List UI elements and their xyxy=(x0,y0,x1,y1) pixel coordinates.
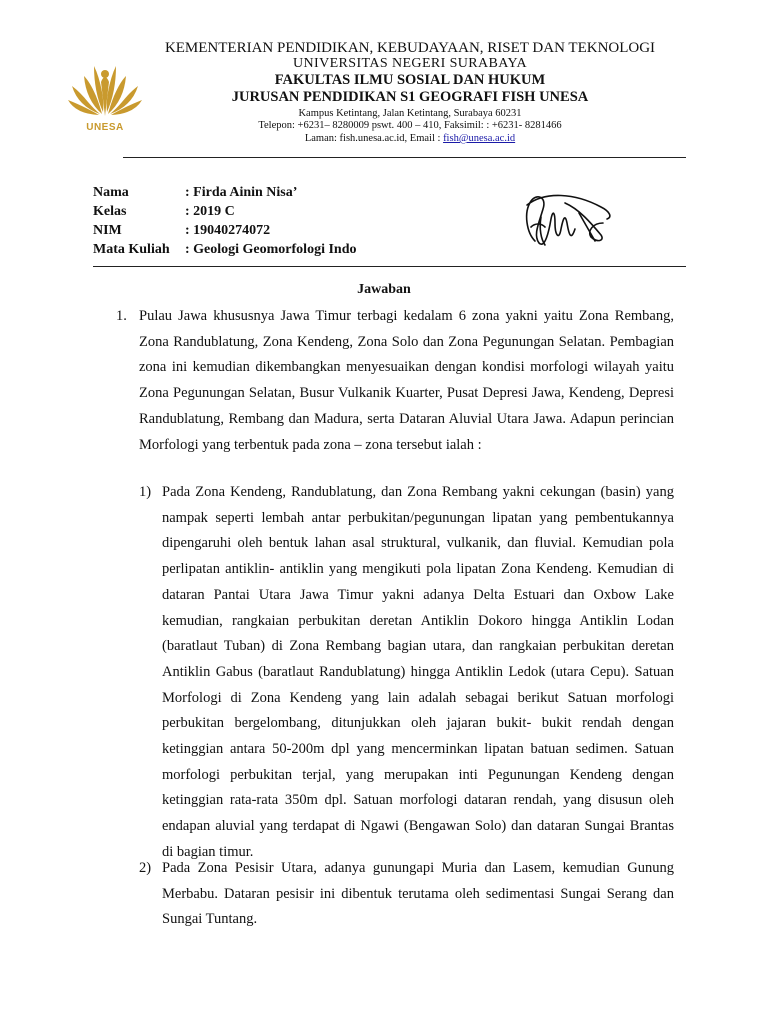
list-item-number: 1) xyxy=(139,484,152,500)
ministry-name: KEMENTERIAN PENDIDIKAN, KEBUDAYAAN, RISET DAN TEKNOLOGI xyxy=(164,40,656,56)
identity-label: Nama xyxy=(93,185,129,200)
identity-block xyxy=(93,183,357,259)
identity-divider xyxy=(93,266,686,267)
identity-row-course xyxy=(93,240,357,259)
question-paragraph: Pulau Jawa khususnya Jawa Timur terbagi kedalam 6 zona yakni yaitu Zona Rembang, Zona Randublatung, Zona Kendeng, Zona Solo dan Zona Pegunungan Selatan. Pembagian zona ini kemudian dikembangkan menyesuaikan dengan kondisi morfologi wilayah yaitu Zona Pegunungan Selatan, Busur Vulkanik Kuarter, Pusat Depresi Jawa, Kendeng, Depresi Randublatung, Rembang dan Madura, serta Dataran Aluvial Utara Jawa. Adapun perincian Morfologi yang terbentuk pada zona – zona tersebut ialah : xyxy=(139,308,674,453)
identity-value: : Geologi Geomorfologi Indo xyxy=(185,242,357,257)
list-item-text: Pada Zona Kendeng, Randublatung, dan Zona Rembang yakni cekungan (basin) yang nampak seperti lembah antar perbukitan/pegunungan lipatan yang pembentukannya dipengaruhi oleh bentuk lahan asal struktural, vulkanik, dan fluvial. Kemudian pola perlipatan antiklin- antiklin yang mengikuti pola lipatan Zona Kendeng. Kemudian di dataran Pantai Utara Jawa Timur yakni adanya Delta Estuari dan Oxbow Lake kemudian, rangkaian perbukitan deretan Antiklin Dokoro hingga Antiklin Lodan (baratlaut Tuban) di Zona Rembang bagian utara, dan rangkaian perbukitan deretan Antiklin Gabus (baratlaut Randublatung) hingga Antiklin Ledok (utara Cepu). Satuan Morfologi di Zona Kendeng yang lain adalah sebagai berikut Satuan morfologi perbukitan bergelombang, ditunjukkan oleh jajaran bukit- bukit rendah dengan ketinggian antara 50-200m dpl yang mencerminkan lipatan batuan sedimen. Satuan morfologi perbukitan terjal, yang merupakan inti Pegunungan Kendeng dengan ketinggian rata-rata 350m dpl. Satuan morfologi dataran rendah, yang disusun oleh endapan aluvial yang terdapat di Ngawi (Bengawan Solo) dan dataran Sungai Brantas di bagian timur. xyxy=(162,484,674,860)
answer-heading: Jawaban xyxy=(357,282,411,297)
identity-row-class xyxy=(93,202,357,221)
web-prefix: Laman: fish.unesa.ac.id, Email : xyxy=(304,133,444,144)
university-name: UNIVERSITAS NEGERI SURABAYA xyxy=(293,56,527,71)
address-line: Kampus Ketintang, Jalan Ketintang, Surabaya 60231 xyxy=(298,108,522,119)
list-item-number: 2) xyxy=(139,860,152,876)
list-item-text: Pada Zona Pesisir Utara, adanya gunungapi Muria dan Lasem, kemudian Gunung Merbabu. Dataran pesisir ini dibentuk terutama oleh sedimentasi Sungai Serang dan Sungai Tuntang. xyxy=(162,860,674,928)
identity-row-nim xyxy=(93,221,357,240)
identity-label: NIM xyxy=(93,223,122,238)
signature-image xyxy=(505,183,625,259)
department-name: JURUSAN PENDIDIKAN S1 GEOGRAFI FISH UNESA xyxy=(231,89,589,105)
identity-value: : 19040274072 xyxy=(185,223,271,238)
identity-row-name xyxy=(93,183,357,202)
identity-value: : 2019 C xyxy=(185,204,235,219)
email-link[interactable]: fish@unesa.ac.id xyxy=(443,133,516,144)
letterhead-divider xyxy=(123,157,686,158)
question-number: 1. xyxy=(116,308,127,324)
faculty-name: FAKULTAS ILMU SOSIAL DAN HUKUM xyxy=(274,72,546,88)
logo-text: UNESA xyxy=(86,122,124,133)
web-line xyxy=(130,133,690,145)
phone-line: Telepon: +6231– 8280009 pswt. 400 – 410, Faksimil: : +6231- 8281466 xyxy=(258,120,562,131)
identity-label: Kelas xyxy=(93,204,127,219)
identity-value: : Firda Ainin Nisa’ xyxy=(185,185,298,200)
identity-label: Mata Kuliah xyxy=(93,242,170,257)
